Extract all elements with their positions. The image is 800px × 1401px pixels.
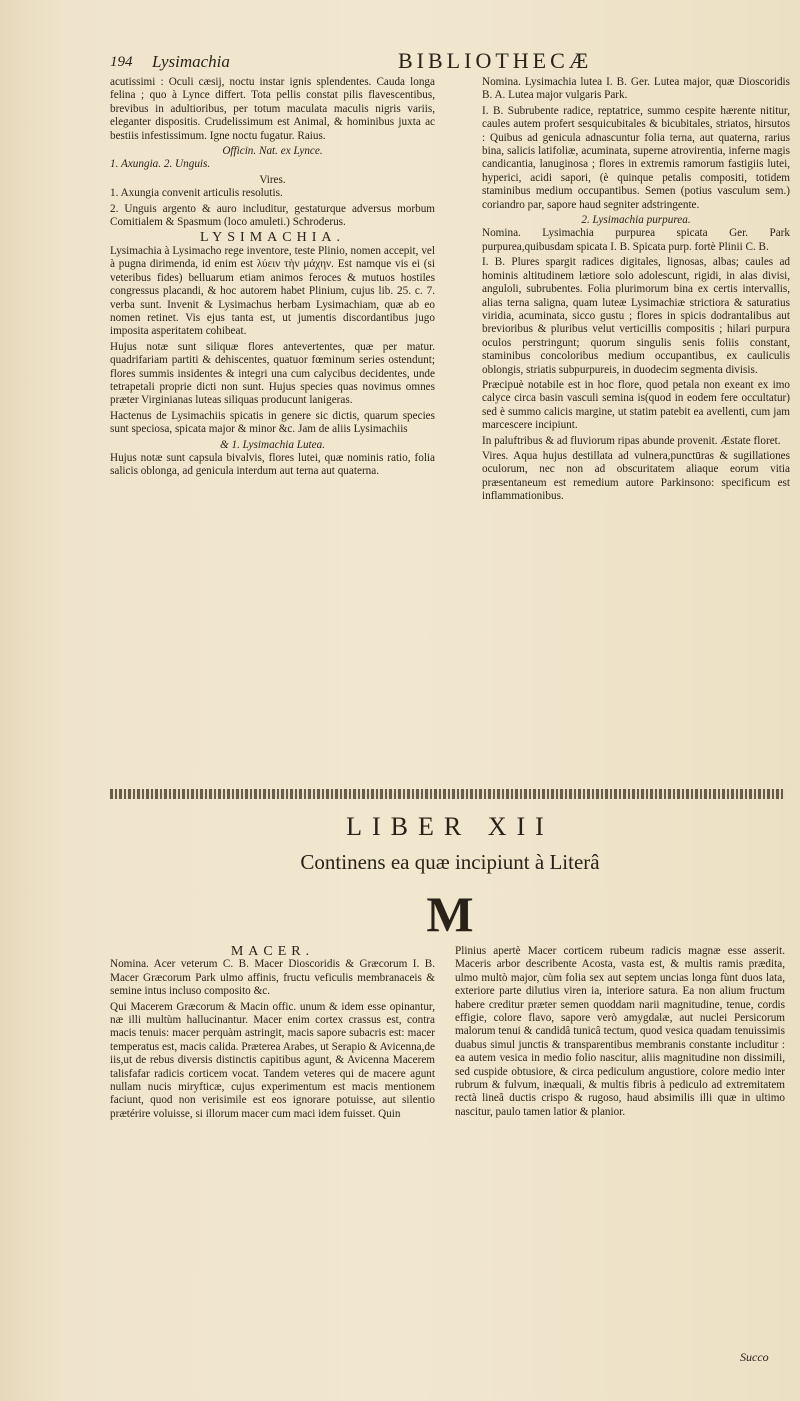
paragraph: 1. Axungia. 2. Unguis. <box>110 158 211 171</box>
paragraph: I. B. Subrubente radice, reptatrice, summo cespite hærente nititur, caules autem profert sesquicubitales & bicubitales, striatos, hirsutos : Quibus ad genicula adnascuntur folia terna, aut quaterna, rarius bina, salicis latifoliæ, acuminata, superne atrovirentia, inferne magis candicantia, lanuginosa ; flores in extremis ramorum fastigiis lutei, hyperici, acidi sapori, (è quinque petalis compositi, totidem staminibus medium occupantibus. Semen (potius vasculum sem.) coriandro par, sapore haud segniter adstringente. <box>482 104 790 211</box>
book-heading: LIBER XII <box>346 812 554 841</box>
paragraph: Hujus notæ sunt siliquæ flores antevertentes, quæ per matur. quadrifariam partiti & dehiscentes, quatuor fœminum series ostendunt; flores summis insidentes & integri una cum calycibus decidentes, unde tetrapetali proprie dicti non sunt. Hujus species quas novimus omnes præter Virginianas luteas siliquas producunt lanigeras. <box>110 340 435 407</box>
section-heading: Vires. <box>259 173 286 186</box>
paragraph: acutissimi : Oculi cæsij, noctu instar ignis splendentes. Cauda longa felina ; quo à Lynce differt. Tota pellis constat pilis flavescentibus, brevibus in adultioribus, per totum maculata maculis nigris variis, eleganter dispositis. Crudelissimum est Animal, & hominibus juxta ac bestiis infestissimum. Igne noctu fugatur. Raius. <box>110 76 435 142</box>
paragraph: Nomina. Lysimachia purpurea spicata Ger. Park purpurea,quibusdam spicata I. B. Spicata purp. fortè Plinii C. B. <box>482 227 790 253</box>
paragraph: Plinius apertè Macer corticem rubeum radicis magnæ esse asserit. Maceris arbor describente Acosta, vasta est, & multis ramis prædita, ulmo multò major, cùm folia sex aut septem uncias longa fùnt duos lata, exteriore parte dilutius viren ia, interiore satura. Ea non alium fructum habere creditur præter semen quoddam narii magnitudine, tenue, cordis effigie, colore flavo, sapore verò amygdalæ, aut nuclei Persicorum malorum tenui & candidâ tunicâ tectum, quod vesica quadam tenuissimis duabus simul junctis & transparentibus membranis constante includitur : ea autem vesica in medio folio nascitur, aliis magnitudine non dissimili, sed cuspide obtusiore, & circa pediculum angustiore, colore medio inter rubrum & fulvum, inæquali, & multis fibris à pediculo ad extremitatem rectà lineâ ductis crispo & rugoso, haud absimilis illi quæ in ultimo nascitur, paulo tamen latior & planior. <box>455 945 785 1118</box>
book-title: BIBLIOTHECÆ <box>398 48 593 73</box>
page-number: 194 <box>110 54 133 70</box>
paragraph: Hactenus de Lysimachiis spicatis in genere sic dictis, quarum species sunt speciosa, spicata major & minor &c. Jam de aliis Lysimachiis <box>110 409 435 436</box>
section-heading: 2. Lysimachia purpurea. <box>581 214 691 227</box>
macer-right-column <box>455 945 785 1121</box>
running-header <box>110 48 780 74</box>
paragraph: In paluftribus & ad fluviorum ripas abunde provenit. Æstate floret. <box>482 434 781 447</box>
paragraph: Nomina. Lysimachia lutea I. B. Ger. Lutea major, quæ Dioscoridis B. A. Lutea major vulgaris Park. <box>482 76 790 102</box>
paragraph: Vires. Aqua hujus destillata ad vulnera,punctūras & sugillationes oculorum, nec non ad obscuritatem aliaque eorum vitia præsentaneum est remedium autore Parkinsono: specificum est inflammationibus. <box>482 449 790 503</box>
section-heading: MACER. <box>230 944 315 959</box>
section-heading: & 1. Lysimachia Lutea. <box>219 438 325 451</box>
paragraph: Nomina. Acer veterum C. B. Macer Dioscoridis & Græcorum I. B. Macer Græcorum Park ulmo affinis, fructu veficulis membranaceis & semine intus incluso composito &c. <box>110 958 435 998</box>
paragraph: I. B. Plures spargit radices digitales, lignosas, albas; caules ad hominis altitudinem lætiore solo adolescunt, rigidi, in alas divisi, anguloli, subrubentes. Folia plurimorum bina ex certis intervallis, alias terna saligna, quam luteæ Lysimachiæ strictiora & saturatius viridia, acuminata, sicco gustu ; flores in spicis dodrantalibus aut brevioribus & pluribus velut verticillis compositis ; hilari purpura oculos perstringunt; quorum singulis senis foliis constant, staminibus concoloribus medium occupantibus, ex cauliculis oblongis, striatis subpurpureis, in duodecim segmenta divisis. <box>482 256 790 376</box>
catchword: Succo <box>740 1350 769 1364</box>
running-title: Lysimachia <box>152 52 230 71</box>
section-letter: M <box>426 886 474 942</box>
macer-left-column <box>110 945 435 1123</box>
section-heading: LYSIMACHIA. <box>200 230 345 246</box>
left-column <box>110 76 435 481</box>
book-subtitle: Continens ea quæ incipiunt à Literâ <box>300 850 600 874</box>
paragraph: Qui Macerem Græcorum & Macin offic. unum & idem esse opinantur, næ illi multùm hallucinantur. Macer enim cortex crassus est, contra macis tenuis: macer perquàm astringit, macis sapore subacris est: macer temperatus est, macis calida. Præterea Arabes, ut Serapio & Avicenna,de iis,ut de rebus diversis distinctis capitibus agunt, & Avicenna Macerem talisfafar radicis corticem vocat. Tandem veteres qui de macere agunt nullam nucis miryfticæ, cujus experimentum est macis mentionem faciunt, quod non verisimile est eos ignorare potuisse, aut silentio prætérire voluisse, si illorum macer cum maci idem fuisset. Quin <box>110 1000 435 1120</box>
paragraph: Lysimachia à Lysimacho rege inventore, teste Plinio, nomen accepit, vel à pugna dirimenda, id enim est λύειν τὴν μάχην. Est namque vis ei (si veteribus fides) belluarum etiam animos feroces & mutuos hostiles congressus placandi, & hoc autorem habet Plinium, cujus lib. 25. c. 7. verba sunt. Invenit & Lysimachus herbam Lysimachiam, quæ ab eo nomen retinet. Vis ejus tanta est, ut jumentis discordantibus jugo imposita asperitatem cohibeat. <box>110 244 435 338</box>
ornamental-rule <box>110 789 785 799</box>
right-column <box>482 76 790 506</box>
section-heading: Officin. Nat. ex Lynce. <box>222 145 323 158</box>
paragraph: 2. Unguis argento & auro includitur, gestaturque adversus morbum Comitialem & Spasmum (loco amuleti.) Schroderus. <box>110 202 435 229</box>
paragraph: 1. Axungia convenit articulis resolutis. <box>110 187 283 200</box>
paragraph: Hujus notæ sunt capsula bivalvis, flores lutei, quæ nominis ratio, folia salicis oblonga, ad genicula interdum aut terna aut quaterna. <box>110 451 435 478</box>
paragraph: Præcipuè notabile est in hoc flore, quod petala non exeant ex imo calyce circa basin vasculi semina is(quod in eodem fere occultatur) sed è summo calicis margine, ut statim patebit ea avellenti, cum jam marcescere incipiunt. <box>482 378 790 432</box>
